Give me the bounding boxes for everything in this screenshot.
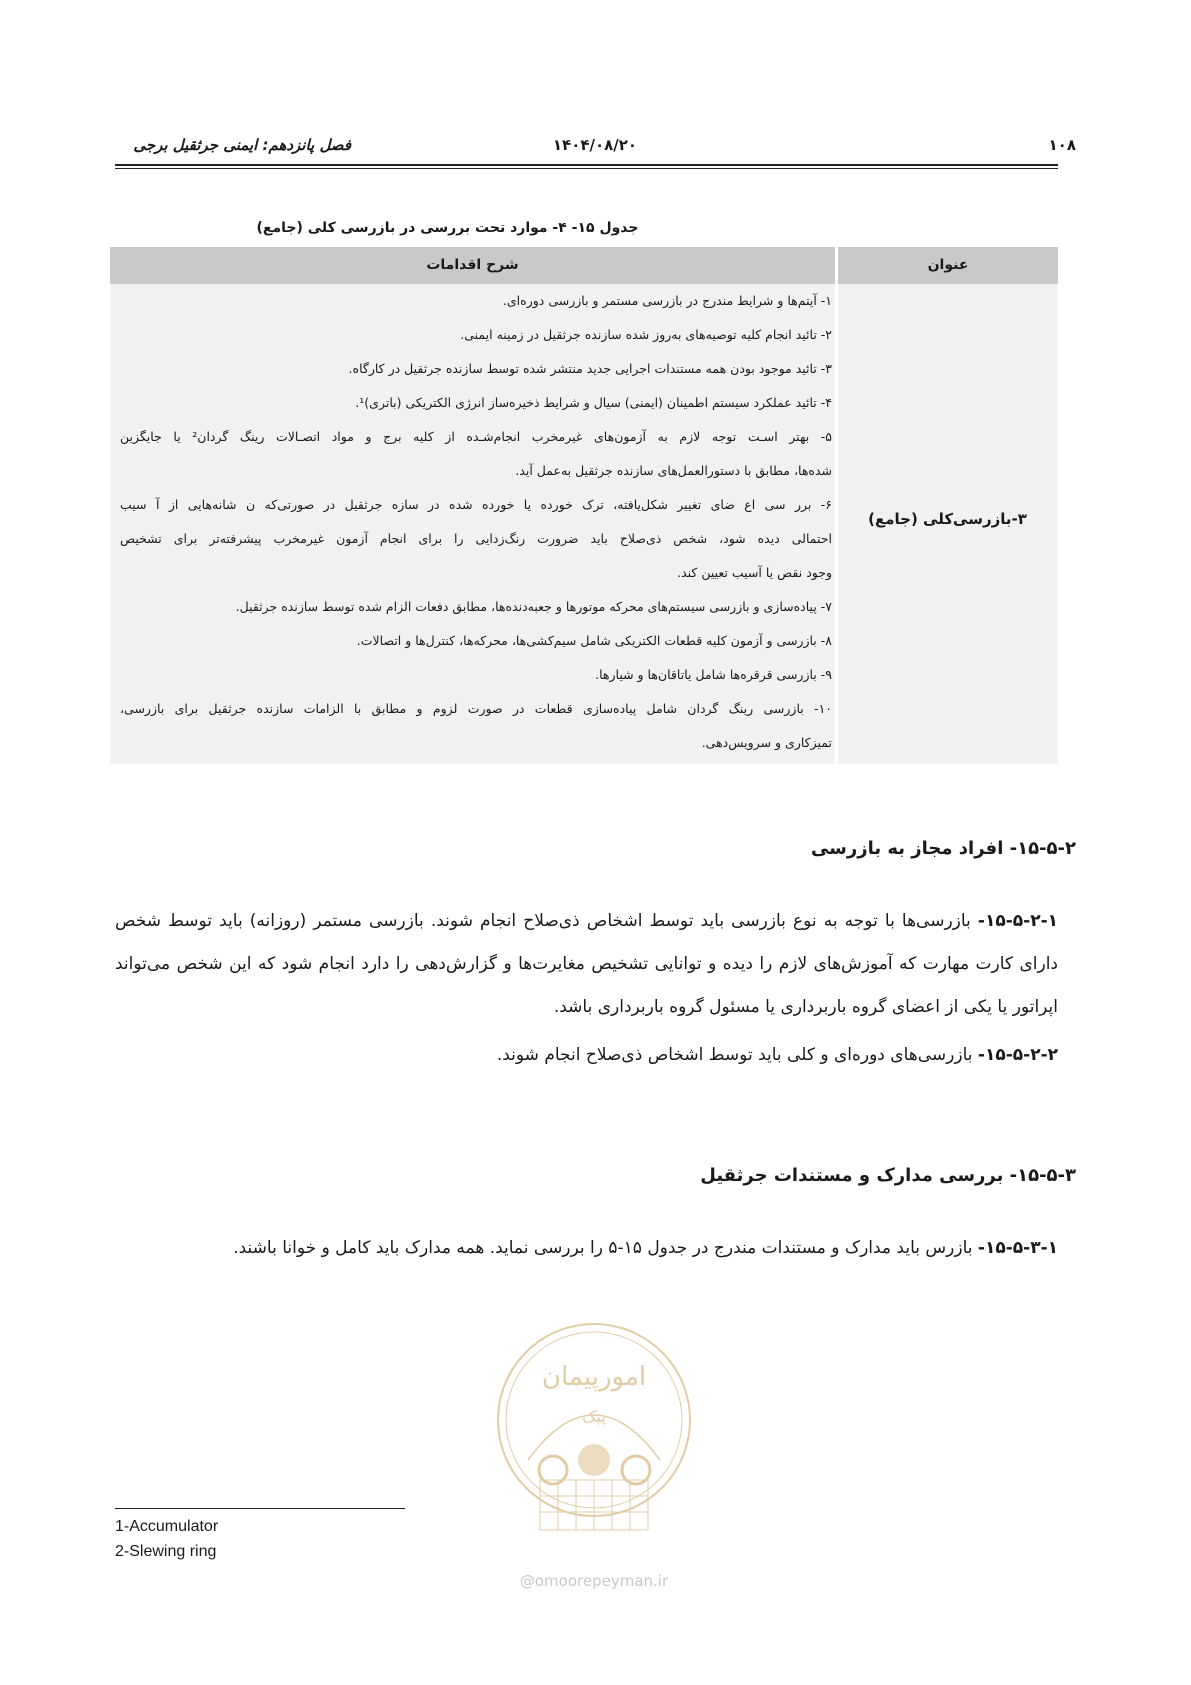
section-heading: ۱۵-۵-۳- بررسی مدارک و مستندات جرثقیل (700, 1165, 1076, 1186)
omoorepeyman-logo (488, 1310, 700, 1560)
table-description-cell (120, 284, 832, 760)
table-line: شده‌ها، مطابق با دستورالعمل‌های سازنده جرثقیل به‌عمل آید. (515, 463, 832, 478)
paragraph-text: بازرسی‌ها با توجه به نوع بازرسی باید توسط اشخاص ذی‌صلاح انجام شوند. بازرسی مستمر (روزانه) باید توسط شخص دارای کارت مهارت که آموزش‌های لازم را دیده و توانایی تشخیص مغایرت‌ها و گزارش‌دهی را دارد انجام شود که این شخص می‌تواند اپراتور یا یکی از اعضای گروه باربرداری یا مسئول گروه باربرداری باشد. (115, 911, 1058, 1017)
header-date: ۱۴۰۴/۰۸/۲۰ (552, 136, 638, 154)
section-heading: ۱۵-۵-۲- افراد مجاز به بازرسی (810, 838, 1076, 859)
paragraph-number: ۱۵-۵-۳-۱- (977, 1238, 1058, 1258)
footnote-rule (115, 1508, 405, 1509)
table-line: ۹- بازرسی قرقره‌ها شامل یاتاقان‌ها و شیارها. (595, 667, 832, 682)
table-line: تمیزکاری و سرویس‌دهی. (701, 735, 832, 750)
column-separator (835, 247, 838, 764)
logo-inner-text: پیک (582, 1407, 606, 1426)
table-line: وجود نقص یا آسیب تعیین کند. (677, 565, 832, 580)
table-line: ۱- آیتم‌ها و شرایط مندرج در بازرسی مستمر و بازرسی دوره‌ای. (502, 293, 832, 308)
column-header-title: عنوان (927, 257, 969, 273)
table-line: ۱۰- بازرسی رینگ گردان شامل پیاده‌سازی قطعات در صورت لزوم و مطابق با الزامات سازنده جرثقیل برای بازرسی، (120, 701, 832, 716)
table-line: ۶- برر سی اع ضای تغییر شکل‌یافته، ترک خورده یا خورده شده در سازه جرثقیل در صورتی‌که ن شانه‌هایی از آ سیب (120, 497, 832, 512)
footnote: 2-Slewing ring (115, 1543, 217, 1560)
table-line: احتمالی دیده شود، شخص ذی‌صلاح باید ضرورت رنگ‌زدایی را برای انجام آزمون غیرمخرب پیشرفته‌تر برای تشخیص (120, 531, 832, 546)
page-number: ۱۰۸ (1048, 136, 1076, 154)
table-line: ۲- تائید انجام کلیه توصیه‌های به‌روز شده سازنده جرثقیل در زمینه ایمنی. (460, 327, 832, 342)
row-title: ۳-بازرسی‌کلی (جامع) (868, 510, 1027, 528)
paragraph (115, 1227, 1058, 1270)
paragraph-text: بازرس باید مدارک و مستندات مندرج در جدول ۱۵-۵ را بررسی نماید. همه مدارک باید کامل و خوانا باشند. (233, 1238, 978, 1258)
logo-arc-text: امورپیمان (541, 1362, 647, 1392)
header-rule (115, 164, 1058, 166)
table-line: ۸- بازرسی و آزمون کلیه قطعات الکتریکی شامل سیم‌کشی‌ها، محرکه‌ها، کنترل‌ها و اتصالات. (356, 633, 832, 648)
paragraph (115, 900, 1058, 1029)
column-header-description: شرح اقدامات (426, 257, 519, 273)
table-caption: جدول ۱۵- ۴- موارد تحت بررسی در بازرسی کلی (جامع) (256, 220, 639, 236)
table-line: ۷- پیاده‌سازی و بازرسی سیستم‌های محرکه موتورها و جعبه‌دنده‌ها، مطابق دفعات الزام شده توسط سازنده جرثقیل. (235, 599, 832, 614)
paragraph-text: بازرسی‌های دوره‌ای و کلی باید توسط اشخاص ذی‌صلاح انجام شوند. (496, 1045, 978, 1065)
table-line: ۳- تائید موجود بودن همه مستندات اجرایی جدید منتشر شده توسط سازنده جرثقیل در کارگاه. (348, 361, 832, 376)
paragraph-number: ۱۵-۵-۲-۱- (977, 911, 1058, 931)
chapter-title: فصل پانزدهم: ایمنی جرثقیل برجی (133, 136, 351, 154)
website-watermark: @omoorepeyman.ir (519, 1572, 669, 1590)
paragraph-number: ۱۵-۵-۲-۲- (977, 1045, 1058, 1065)
table-line: ۴- تائید عملکرد سیستم اطمینان (ایمنی) سیال و شرایط ذخیره‌ساز انرژی الکتریکی (باتری)¹. (355, 395, 832, 410)
header-rule-thin (115, 168, 1058, 169)
paragraph (115, 1034, 1058, 1077)
footnote: 1-Accumulator (115, 1518, 219, 1535)
table-line: ۵- بهتر اسـت توجه لازم به آزمون‌های غیرمخرب انجام‌شـده از کلیه برج و مواد اتصـالات رینگ گردان² یا جایگزین (120, 429, 832, 444)
